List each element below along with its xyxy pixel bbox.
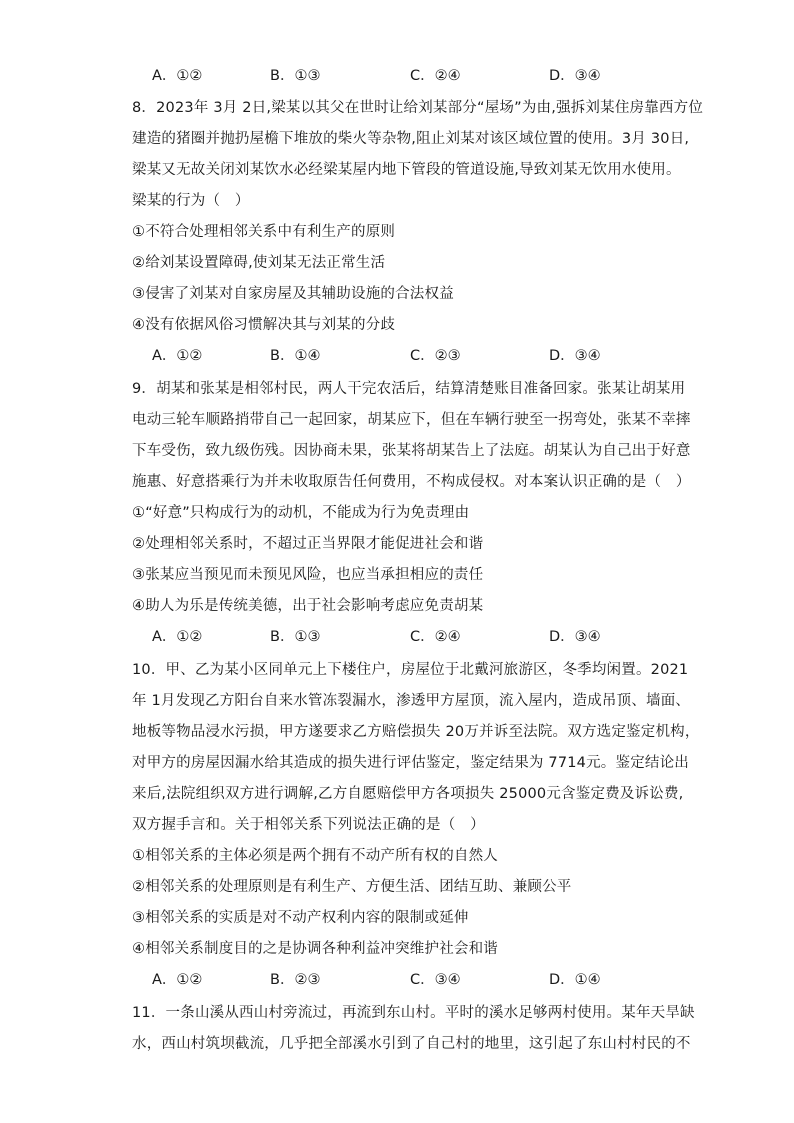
q9-stem-line: 电动三轮车顺路捎带自己一起回家，胡某应下，但在车辆行驶至一拐弯处，张某不幸摔: [132, 412, 691, 428]
q9-statement-3: ③张某应当预见而未预见风险，也应当承担相应的责任: [132, 567, 484, 583]
q10-statement-3: ③相邻关系的实质是对不动产权利内容的限制或延伸: [132, 910, 469, 926]
q9-option-b[interactable]: B．①③: [270, 629, 321, 645]
q10-option-c[interactable]: C．③④: [410, 972, 461, 988]
q8-statement-3: ③侵害了刘某对自家房屋及其辅助设施的合法权益: [132, 286, 454, 302]
q9-option-a[interactable]: A．①②: [152, 629, 203, 645]
q10-stem-line: 年 1月发现乙方阳台自来水管冻裂漏水，渗透甲方屋顶，流入屋内，造成吊顶、墙面、: [132, 693, 691, 709]
q9-statement-2: ②处理相邻关系时，不超过正当界限才能促进社会和谐: [132, 536, 484, 552]
q9-option-c[interactable]: C．②④: [410, 629, 461, 645]
q9-stem-line: 施惠、好意搭乘行为并未收取原告任何费用，不构成侵权。对本案认识正确的是（ ）: [132, 474, 691, 490]
q11-stem-line: 11．一条山溪从西山村旁流过，再流到东山村。平时的溪水足够两村使用。某年天旱缺: [132, 1005, 695, 1021]
q10-stem-line: 对甲方的房屋因漏水给其造成的损失进行评估鉴定，鉴定结果为 7714元。鉴定结论出: [132, 755, 690, 771]
q7-option-d[interactable]: D．③④: [549, 68, 601, 84]
q8-stem-line: 8．2023年 3月 2日,梁某以其父在世时让给刘某部分“屋场”为由,强拆刘某住房靠西方位: [132, 100, 704, 116]
q8-statement-4: ④没有依据风俗习惯解决其与刘某的分歧: [132, 317, 396, 333]
q9-stem-line: 9．胡某和张某是相邻村民，两人干完农活后，结算清楚账目准备回家。张某让胡某用: [132, 381, 686, 397]
q8-option-c[interactable]: C．②③: [410, 348, 461, 364]
q9-statement-1: ①“好意”只构成行为的动机，不能成为行为免责理由: [132, 505, 470, 521]
q7-option-a[interactable]: A．①②: [152, 68, 203, 84]
q10-statement-1: ①相邻关系的主体必须是两个拥有不动产所有权的自然人: [132, 848, 498, 864]
q10-stem-line: 地板等物品浸水污损，甲方遂要求乙方赔偿损失 20万并诉至法院。双方选定鉴定机构，: [132, 724, 700, 740]
q10-statement-2: ②相邻关系的处理原则是有利生产、方便生活、团结互助、兼顾公平: [132, 879, 572, 895]
q10-stem-line: 来后,法院组织双方进行调解,乙方自愿赔偿甲方各项损失 25000元含鉴定费及诉讼费,: [132, 786, 684, 802]
q10-statement-4: ④相邻关系制度目的之是协调各种利益冲突维护社会和谐: [132, 941, 498, 957]
q8-option-a[interactable]: A．①②: [152, 348, 203, 364]
q7-option-b[interactable]: B．①③: [270, 68, 321, 84]
q8-option-d[interactable]: D．③④: [549, 348, 601, 364]
q9-option-d[interactable]: D．③④: [549, 629, 601, 645]
q10-stem-line: 10．甲、乙为某小区同单元上下楼住户，房屋位于北戴河旅游区，冬季均闲置。2021: [132, 662, 689, 678]
q10-option-a[interactable]: A．①②: [152, 972, 203, 988]
q8-stem-line: 梁某的行为（ ）: [132, 193, 250, 209]
q7-option-c[interactable]: C．②④: [410, 68, 461, 84]
q8-statement-2: ②给刘某设置障碍,使刘某无法正常生活: [132, 255, 386, 271]
q9-statement-4: ④助人为乐是传统美德，出于社会影响考虑应免责胡某: [132, 598, 484, 614]
q10-option-d[interactable]: D．①④: [549, 972, 601, 988]
q8-statement-1: ①不符合处理相邻关系中有利生产的原则: [132, 224, 396, 240]
q8-stem-line: 建造的猪圈并抛扔屋檐下堆放的柴火等杂物,阻止刘某对该区域位置的使用。3月 30日,: [132, 131, 690, 147]
q10-stem-line: 双方握手言和。关于相邻关系下列说法正确的是（ ）: [132, 817, 485, 833]
q10-option-b[interactable]: B．②③: [270, 972, 321, 988]
q9-stem-line: 下车受伤，致九级伤残。因协商未果，张某将胡某告上了法庭。胡某认为自己出于好意: [132, 443, 691, 459]
q8-option-b[interactable]: B．①④: [270, 348, 321, 364]
q11-stem-line: 水，西山村筑坝截流，几乎把全部溪水引到了自己村的地里，这引起了东山村村民的不: [132, 1036, 691, 1052]
q8-stem-line: 梁某又无故关闭刘某饮水必经梁某屋内地下管段的管道设施,导致刘某无饮用水使用。: [132, 162, 681, 178]
